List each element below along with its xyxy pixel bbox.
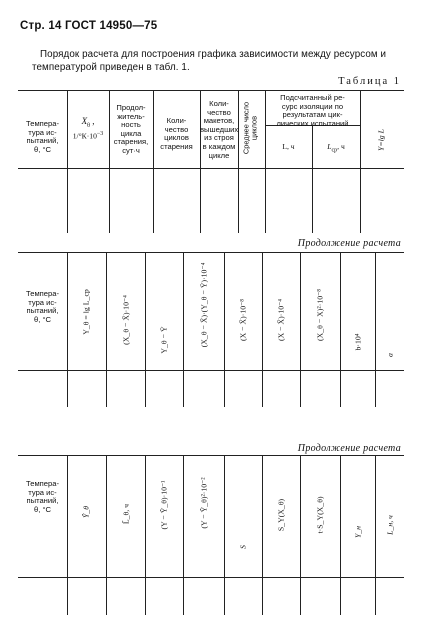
t2-col-xy-product: (X_θ − X̄)·(Y_θ − Ȳ)·10⁻⁴ [199,262,209,348]
t2-col-a: a [385,353,395,357]
t2-col-b: b·10⁴ [353,333,363,351]
t2-col-x-dev-sq-2: (X_θ − X)²·10⁻⁸ [315,289,325,341]
t3-col-t-sy: t·S_Y(X_θ) [315,496,325,534]
page-header: Стр. 14 ГОСТ 14950—75 [20,20,158,32]
t1-col-cycles: Коли- чество циклов старения [160,116,193,151]
t2-col-x-dev-2: (X − X̄)·10⁻⁴ [276,299,286,341]
t2-col-y-dev: Y_θ − Ȳ [159,326,169,354]
t2-col-temperature: Темпера- тура ис- пытаний, θ, °С [26,289,59,324]
t3-col-s: S [238,545,248,549]
intro-line-1: Порядок расчета для построения графика зависимости между ресурсом и [40,49,387,60]
intro-line-2: температурой приведен в табл. 1. [32,62,190,73]
table2-continuation-label: Продолжение расчета [297,238,401,249]
t3-col-l-n: L_н, ч [385,515,395,535]
t1-col-resource-group: Подсчитанный ре- сурс изоляции по результатам цик- лических испытаний [276,93,349,128]
t1-col-x: $X_\theta$ , $1/^\circ К\cdot 10^{-3}$ [72,116,104,141]
t3-col-y-resid-sq: (Y − Ŷ_θ)²·10⁻² [199,477,209,529]
t1-col-Lcp: $L_{cp}$, ч [327,142,345,154]
t1-col-temperature: Темпера- тура ис- пытаний, θ, °С [26,119,59,154]
t2-col-y-lg-lcp: Y_θ = lg L_cp [81,289,91,335]
t1-col-average-cycles: Среднее число циклов [241,101,259,155]
t2-col-x-dev: (X_θ − X̄)·10⁻⁴ [121,295,131,345]
t3-col-sy: S_Y(X_θ) [276,498,286,532]
t3-col-l-hat: L̂_θ, ч [121,503,131,525]
t3-col-y-n: Y_н [353,525,363,539]
t2-col-x-dev-sq: (X − X̄)·10⁻⁸ [238,299,248,341]
intro-paragraph [32,48,400,74]
t1-col-L: L, ч [282,142,295,151]
t1-col-failed: Коли- чество макетов, вышедших из строя в каждом цикле [200,99,239,160]
t1-col-duration: Продол- житель- ность цикла старения, сут·ч [113,103,149,155]
t3-col-y-hat: Ŷ_θ [81,505,91,519]
table1-label: Таблица 1 [338,76,401,87]
t3-col-temperature: Темпера- тура ис- пытаний, θ, °С [26,479,59,514]
t1-col-y-lg-L: Y=lg L [376,129,386,151]
table3-continuation-label: Продолжение расчета [297,443,401,454]
t3-col-y-resid: (Y − Ŷ_θ)·10⁻¹ [159,480,169,530]
